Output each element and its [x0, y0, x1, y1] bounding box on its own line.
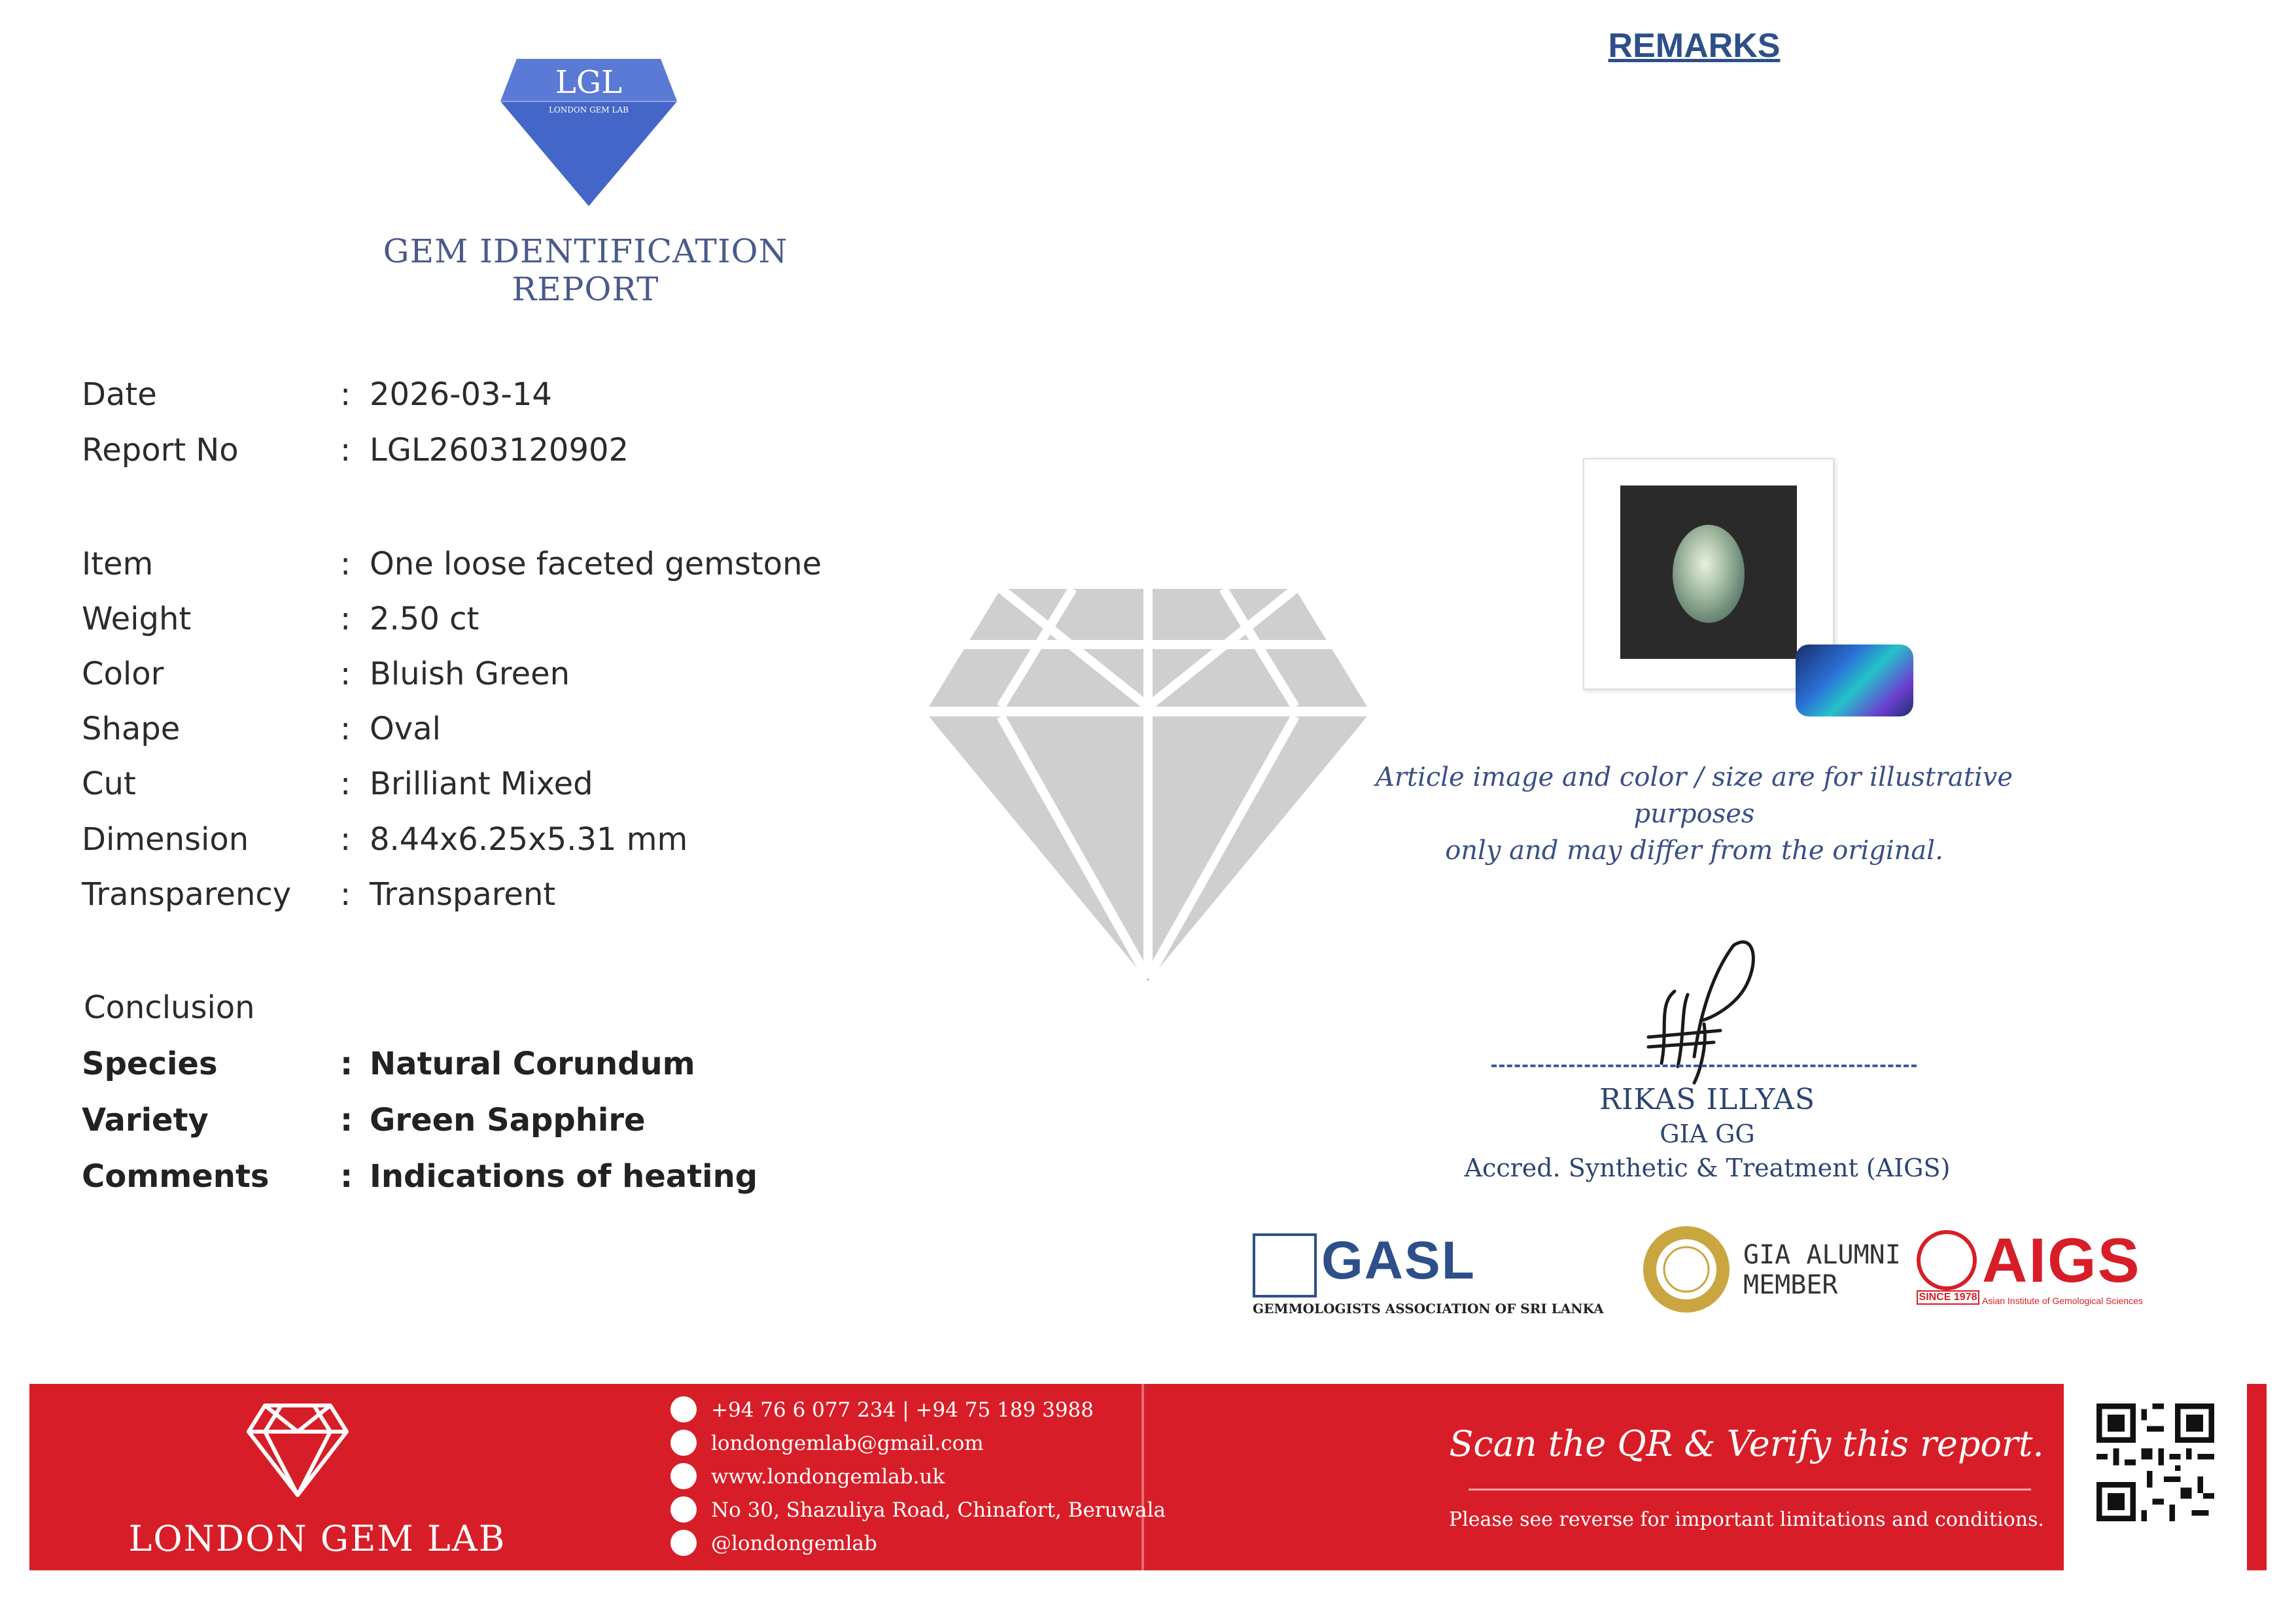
- signatory-accreditation: Accred. Synthetic & Treatment (AIGS): [1464, 1154, 1951, 1182]
- contact-address-text: No 30, Shazuliya Road, Chinafort, Beruwala: [711, 1498, 1166, 1522]
- conclusion-label: Comments: [82, 1158, 270, 1195]
- london-gem-lab-logo: [497, 52, 680, 209]
- separator: :: [340, 1102, 353, 1139]
- detail-value: LGL2603120902: [370, 432, 629, 468]
- globe-icon: [670, 1463, 697, 1489]
- logo-monogram: LGL: [555, 64, 623, 101]
- gemstone-photo: [1673, 525, 1745, 623]
- footer-banner: [29, 1384, 2267, 1570]
- contact-instagram-text[interactable]: @londongemlab: [711, 1532, 877, 1555]
- detail-label: Dimension: [82, 821, 249, 858]
- detail-label: Color: [82, 656, 164, 692]
- signatory-block: [1439, 1083, 1975, 1185]
- signatory-title: GIA GG: [1660, 1120, 1755, 1148]
- conclusion-value: Indications of heating: [370, 1158, 758, 1195]
- detail-value: Oval: [370, 711, 441, 747]
- gasl-logo: [1253, 1230, 1606, 1322]
- gia-alumni-seal-icon: [1641, 1224, 1732, 1315]
- separator: :: [340, 656, 351, 692]
- detail-value: One loose faceted gemstone: [370, 546, 822, 582]
- detail-label: Shape: [82, 711, 181, 747]
- detail-value: 2.50 ct: [370, 601, 479, 637]
- photo-background: [1620, 485, 1797, 659]
- conclusion-value: Natural Corundum: [370, 1046, 695, 1082]
- detail-value: Transparent: [370, 876, 556, 913]
- detail-label: Date: [82, 376, 157, 413]
- separator: :: [340, 711, 351, 747]
- conclusion-value: Green Sapphire: [370, 1102, 646, 1139]
- gia-alumni-text: [1743, 1240, 1901, 1300]
- footer-divider: [1141, 1384, 1144, 1570]
- signatory-name: RIKAS ILLYAS: [1599, 1083, 1816, 1116]
- detail-label: Report No: [82, 432, 239, 468]
- gia-line-1: GIA ALUMNI: [1743, 1240, 1901, 1270]
- separator: :: [340, 432, 351, 468]
- separator: :: [340, 821, 351, 858]
- gasl-emblem-icon: [1253, 1233, 1317, 1297]
- hologram-seal-icon: [1796, 644, 1913, 716]
- separator: :: [340, 1046, 353, 1082]
- contact-email-text[interactable]: londongemlab@gmail.com: [711, 1432, 984, 1455]
- contact-website[interactable]: [670, 1460, 945, 1493]
- disclaimer-line-2: only and may differ from the original.: [1445, 836, 1943, 866]
- scan-divider: [1469, 1489, 2031, 1491]
- contact-phone: [670, 1394, 1094, 1426]
- detail-label: Weight: [82, 601, 192, 637]
- signature-line: [1491, 1065, 1917, 1067]
- detail-value: 2026-03-14: [370, 376, 552, 413]
- aigs-since: SINCE 1978: [1917, 1290, 1979, 1305]
- conclusion-label: Species: [82, 1046, 218, 1082]
- detail-label: Transparency: [82, 876, 292, 913]
- report-title: GEM IDENTIFICATION REPORT: [383, 232, 788, 308]
- aigs-emblem-icon: [1917, 1230, 1977, 1290]
- separator: :: [340, 546, 351, 582]
- remarks-heading: REMARKS: [1608, 27, 1781, 65]
- separator: :: [340, 601, 351, 637]
- footer-diamond-icon: [245, 1400, 350, 1498]
- detail-value: Bluish Green: [370, 656, 570, 692]
- image-disclaimer: [1361, 759, 2028, 869]
- phone-icon: [670, 1396, 697, 1422]
- separator: :: [340, 376, 351, 413]
- conclusion-heading: Conclusion: [84, 989, 255, 1026]
- scan-qr-text: Scan the QR & Verify this report.: [1449, 1423, 2044, 1464]
- qr-code-panel[interactable]: [2064, 1384, 2247, 1570]
- qr-code-icon[interactable]: [2096, 1403, 2214, 1521]
- detail-value: Brilliant Mixed: [370, 766, 593, 802]
- separator: :: [340, 1158, 353, 1195]
- separator: :: [340, 876, 351, 913]
- contact-website-text[interactable]: www.londongemlab.uk: [711, 1465, 945, 1489]
- email-icon: [670, 1430, 697, 1456]
- contact-address: [670, 1494, 1166, 1527]
- detail-label: Item: [82, 546, 154, 582]
- gia-line-2: MEMBER: [1743, 1270, 1838, 1300]
- contact-instagram[interactable]: [670, 1527, 877, 1560]
- location-icon: [670, 1496, 697, 1523]
- gasl-full-name: GEMMOLOGISTS ASSOCIATION OF SRI LANKA: [1253, 1301, 1604, 1316]
- contact-phone-text: +94 76 6 077 234 | +94 75 189 3988: [711, 1398, 1094, 1422]
- detail-value: 8.44x6.25x5.31 mm: [370, 821, 688, 858]
- logo-subtext: LONDON GEM LAB: [549, 105, 629, 115]
- aigs-name: AIGS: [1982, 1226, 2141, 1296]
- aigs-full-name: Asian Institute of Gemological Sciences: [1982, 1296, 2143, 1306]
- contact-email[interactable]: [670, 1427, 984, 1460]
- gasl-name: GASL: [1321, 1231, 1476, 1290]
- instagram-icon: [670, 1530, 697, 1556]
- detail-label: Cut: [82, 766, 136, 802]
- conclusion-label: Variety: [82, 1102, 209, 1139]
- diamond-watermark-icon: [922, 579, 1374, 985]
- limitations-note: Please see reverse for important limitations and conditions.: [1449, 1508, 2044, 1531]
- aigs-logo: [1917, 1226, 2165, 1315]
- disclaimer-line-1: Article image and color / size are for illustrative purposes: [1375, 762, 2013, 829]
- footer-brand-name: LONDON GEM LAB: [128, 1518, 506, 1559]
- separator: :: [340, 766, 351, 802]
